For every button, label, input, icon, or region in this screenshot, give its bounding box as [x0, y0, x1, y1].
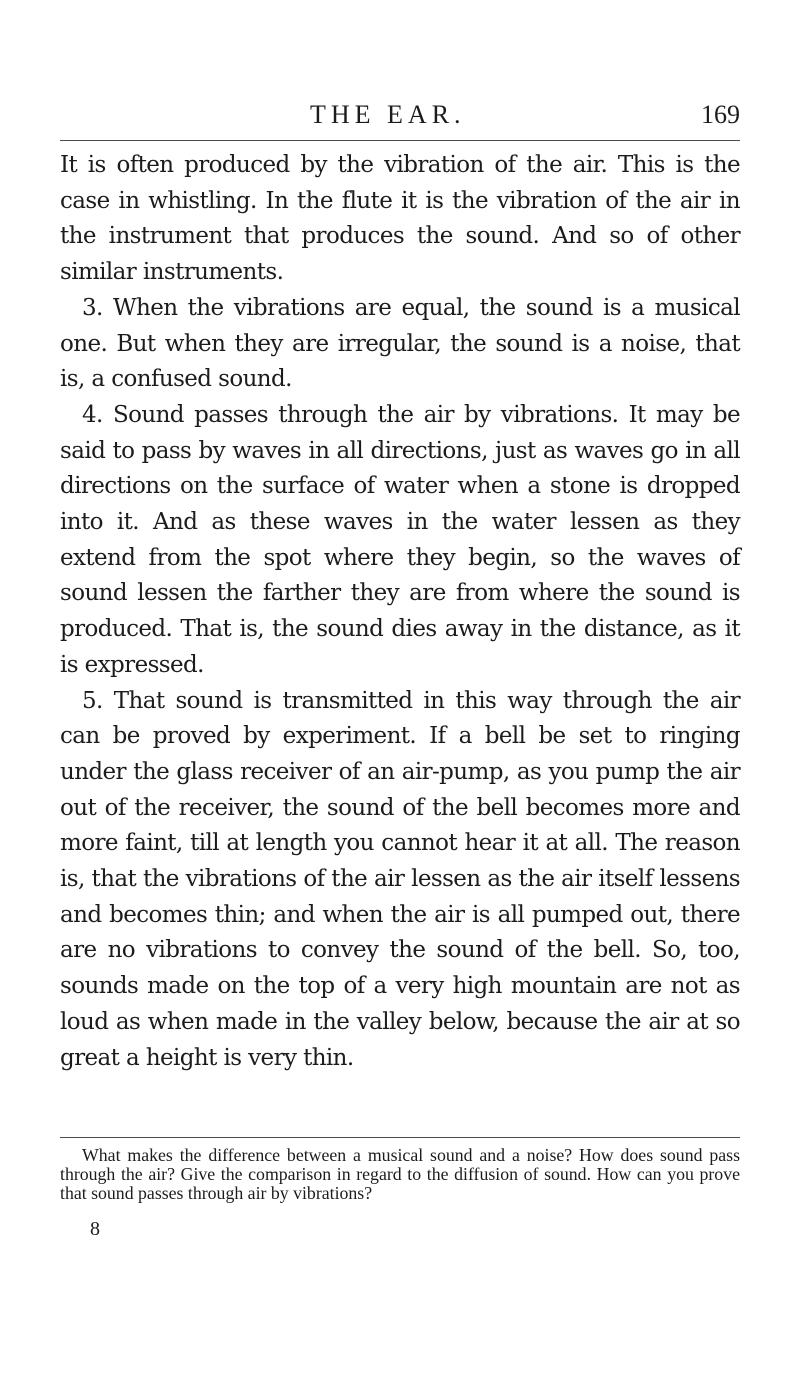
paragraph-3: 3. When the vibrations are equal, the sound is a musical one. But when they are irregular, the sound is a noise, that is, a confused sound. [60, 294, 740, 393]
paragraph-continuation: It is often produced by the vibration of the air. This is the case in whistling. In the flute it is the vibration of the air in the instrument that produces the sound. And so of other similar instruments. [60, 152, 740, 286]
page-header [60, 100, 740, 134]
header-rule [60, 140, 740, 141]
page-number: 169 [701, 100, 740, 129]
questions-rule [60, 1137, 740, 1138]
signature-mark: 8 [90, 1218, 100, 1240]
paragraph-5: 5. That sound is transmitted in this way through the air can be proved by experiment. If a bell be set to ringing under the glass receiver of an air-pump, as you pump the air out of the receiver, the sound of the bell becomes more and more faint, till at length you cannot hear it at all. The reason is, that the vibrations of the air lessen as the air itself lessens and becomes thin; and when the air is all pumped out, there are no vibrations to convey the sound of the bell. So, too, sounds made on the top of a very high mountain are not as loud as when made in the valley below, because the air at so great a height is very thin. [60, 687, 740, 1071]
body-text [60, 148, 740, 1076]
review-questions [60, 1146, 740, 1203]
running-head: THE EAR. [310, 100, 466, 129]
questions-text: What makes the difference between a musical sound and a noise? How does sound pass through the air? Give the comparison in regard to the diffusion of sound. How can you prove that sound passes through air by vibrations? [60, 1145, 740, 1203]
paragraph-4: 4. Sound passes through the air by vibrations. It may be said to pass by waves in all directions, just as waves go in all directions on the surface of water when a stone is dropped into it. And as these waves in the water lessen as they extend from the spot where they begin, so the waves of sound lessen the farther they are from where the sound is produced. That is, the sound dies away in the distance, as it is expressed. [60, 401, 740, 678]
